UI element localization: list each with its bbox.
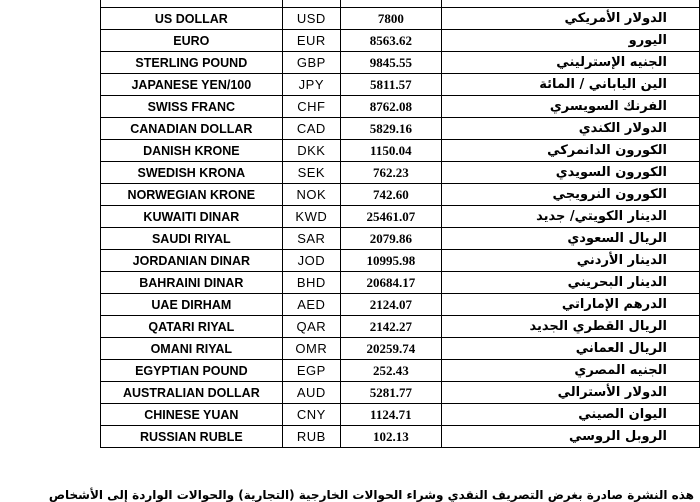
exchange-rate-table [100,0,700,448]
currency-name-en-cell: CHINESE YUAN [101,404,283,426]
currency-name-ar-cell [441,382,699,404]
header-cell-rate [340,0,441,8]
exchange-rate-cell: 5829.16 [340,118,441,140]
exchange-rate-cell: 102.13 [340,426,441,448]
exchange-rate-cell: 2124.07 [340,294,441,316]
currency-code-cell: AED [282,294,340,316]
currency-name-en-cell: RUSSIAN RUBLE [101,426,283,448]
currency-name-ar: الدولار الأسترالي [557,385,667,400]
exchange-rate-cell: 2079.86 [340,228,441,250]
currency-name-ar-cell [441,206,699,228]
table-row [101,140,700,162]
currency-name-ar: الفرنك السويسري [549,99,667,114]
currency-code-cell: QAR [282,316,340,338]
currency-name-en-cell: SWEDISH KRONA [101,162,283,184]
footer-note: هذه النشرة صادرة بغرض التصريف النقدي وشراء الحوالات الخارجية (التجارية) والحوالات الواردة إلى الأشخاص [48,488,694,502]
exchange-rate-cell: 762.23 [340,162,441,184]
exchange-rate-cell: 5281.77 [340,382,441,404]
currency-code-cell: EUR [282,30,340,52]
table-row [101,162,700,184]
currency-name-ar-cell [441,316,699,338]
currency-code-cell: SAR [282,228,340,250]
table-row [101,96,700,118]
table-row [101,52,700,74]
currency-name-ar-cell [441,118,699,140]
exchange-rate-cell: 7800 [340,8,441,30]
exchange-rate-cell: 2142.27 [340,316,441,338]
exchange-rate-cell: 742.60 [340,184,441,206]
exchange-rate-cell: 1150.04 [340,140,441,162]
table-row [101,118,700,140]
currency-name-en-cell: AUSTRALIAN DOLLAR [101,382,283,404]
currency-code-cell: CAD [282,118,340,140]
exchange-rate-cell: 8563.62 [340,30,441,52]
currency-code-cell: AUD [282,382,340,404]
table-row [101,360,700,382]
currency-code-cell: RUB [282,426,340,448]
currency-name-ar: الجنيه المصري [574,363,667,378]
table-row [101,404,700,426]
currency-code-cell: NOK [282,184,340,206]
currency-code-cell: OMR [282,338,340,360]
currency-code-cell: JOD [282,250,340,272]
table-header-row [101,0,700,8]
currency-name-ar-cell [441,74,699,96]
exchange-rate-cell: 20684.17 [340,272,441,294]
exchange-rate-table-body [101,0,700,448]
currency-name-en-cell: EGYPTIAN POUND [101,360,283,382]
currency-code-cell: CHF [282,96,340,118]
table-row [101,206,700,228]
exchange-rate-cell: 5811.57 [340,74,441,96]
currency-name-en-cell: JAPANESE YEN/100 [101,74,283,96]
currency-name-en-cell: OMANI RIYAL [101,338,283,360]
currency-name-en-cell: JORDANIAN DINAR [101,250,283,272]
currency-name-ar: اليوان الصيني [578,407,667,422]
table-row [101,426,700,448]
currency-name-ar: الدولار الأمريكي [564,11,667,26]
currency-name-en-cell: SAUDI RIYAL [101,228,283,250]
table-row [101,8,700,30]
table-row [101,382,700,404]
currency-name-ar: الريال العماني [575,341,667,356]
currency-name-ar: الدولار الكندي [578,121,667,136]
currency-name-en-cell: CANADIAN DOLLAR [101,118,283,140]
currency-code-cell: CNY [282,404,340,426]
currency-name-ar-cell [441,228,699,250]
currency-name-ar: الجنيه الإسترليني [556,55,667,70]
table-row [101,184,700,206]
currency-name-en-cell: KUWAITI DINAR [101,206,283,228]
currency-name-ar-cell [441,404,699,426]
currency-name-ar: اليورو [628,33,667,48]
currency-name-en-cell: NORWEGIAN KRONE [101,184,283,206]
currency-name-ar-cell [441,52,699,74]
table-row [101,294,700,316]
table-row [101,272,700,294]
currency-name-en-cell: SWISS FRANC [101,96,283,118]
currency-code-cell: USD [282,8,340,30]
currency-name-ar: الين الياباني / المائة [539,77,667,92]
currency-code-cell: BHD [282,272,340,294]
currency-name-ar: الدينار البحريني [567,275,667,290]
exchange-rate-cell: 8762.08 [340,96,441,118]
currency-name-ar: الكورون النرويجي [552,187,667,202]
exchange-rate-cell: 252.43 [340,360,441,382]
currency-name-ar: الدينار الكويتي/ جديد [536,209,667,224]
currency-name-en-cell: QATARI RIYAL [101,316,283,338]
exchange-rate-cell: 25461.07 [340,206,441,228]
currency-name-ar-cell [441,30,699,52]
currency-name-en-cell: STERLING POUND [101,52,283,74]
currency-code-cell: GBP [282,52,340,74]
table-row [101,316,700,338]
currency-name-ar-cell [441,338,699,360]
currency-name-en-cell: EURO [101,30,283,52]
currency-name-ar: الريال القطري الجديد [529,319,667,334]
currency-name-ar: الدينار الأردني [576,253,667,268]
currency-name-ar: الكورون الدانمركي [547,143,667,158]
currency-name-ar-cell [441,96,699,118]
currency-code-cell: SEK [282,162,340,184]
currency-name-ar-cell [441,360,699,382]
currency-name-en-cell: UAE DIRHAM [101,294,283,316]
table-row [101,30,700,52]
currency-name-ar: الروبل الروسي [569,429,667,444]
currency-name-ar-cell [441,426,699,448]
header-cell-currency-en [101,0,283,8]
currency-name-ar-cell [441,294,699,316]
exchange-rate-cell: 9845.55 [340,52,441,74]
exchange-rate-cell: 1124.71 [340,404,441,426]
table-row [101,74,700,96]
currency-name-ar-cell [441,184,699,206]
currency-code-cell: DKK [282,140,340,162]
currency-name-ar: الريال السعودي [567,231,667,246]
header-cell-code [282,0,340,8]
currency-code-cell: EGP [282,360,340,382]
currency-name-ar: الكورون السويدي [555,165,667,180]
currency-name-ar-cell [441,272,699,294]
exchange-rate-cell: 10995.98 [340,250,441,272]
currency-code-cell: JPY [282,74,340,96]
currency-name-ar-cell [441,140,699,162]
currency-name-en-cell: DANISH KRONE [101,140,283,162]
currency-name-ar-cell [441,8,699,30]
currency-name-en-cell: US DOLLAR [101,8,283,30]
exchange-rate-cell: 20259.74 [340,338,441,360]
currency-name-ar-cell [441,162,699,184]
currency-name-ar-cell [441,250,699,272]
currency-code-cell: KWD [282,206,340,228]
header-cell-currency-ar [441,0,699,8]
table-row [101,228,700,250]
table-row [101,250,700,272]
currency-name-ar: الدرهم الإماراتي [561,297,667,312]
currency-name-en-cell: BAHRAINI DINAR [101,272,283,294]
table-row [101,338,700,360]
